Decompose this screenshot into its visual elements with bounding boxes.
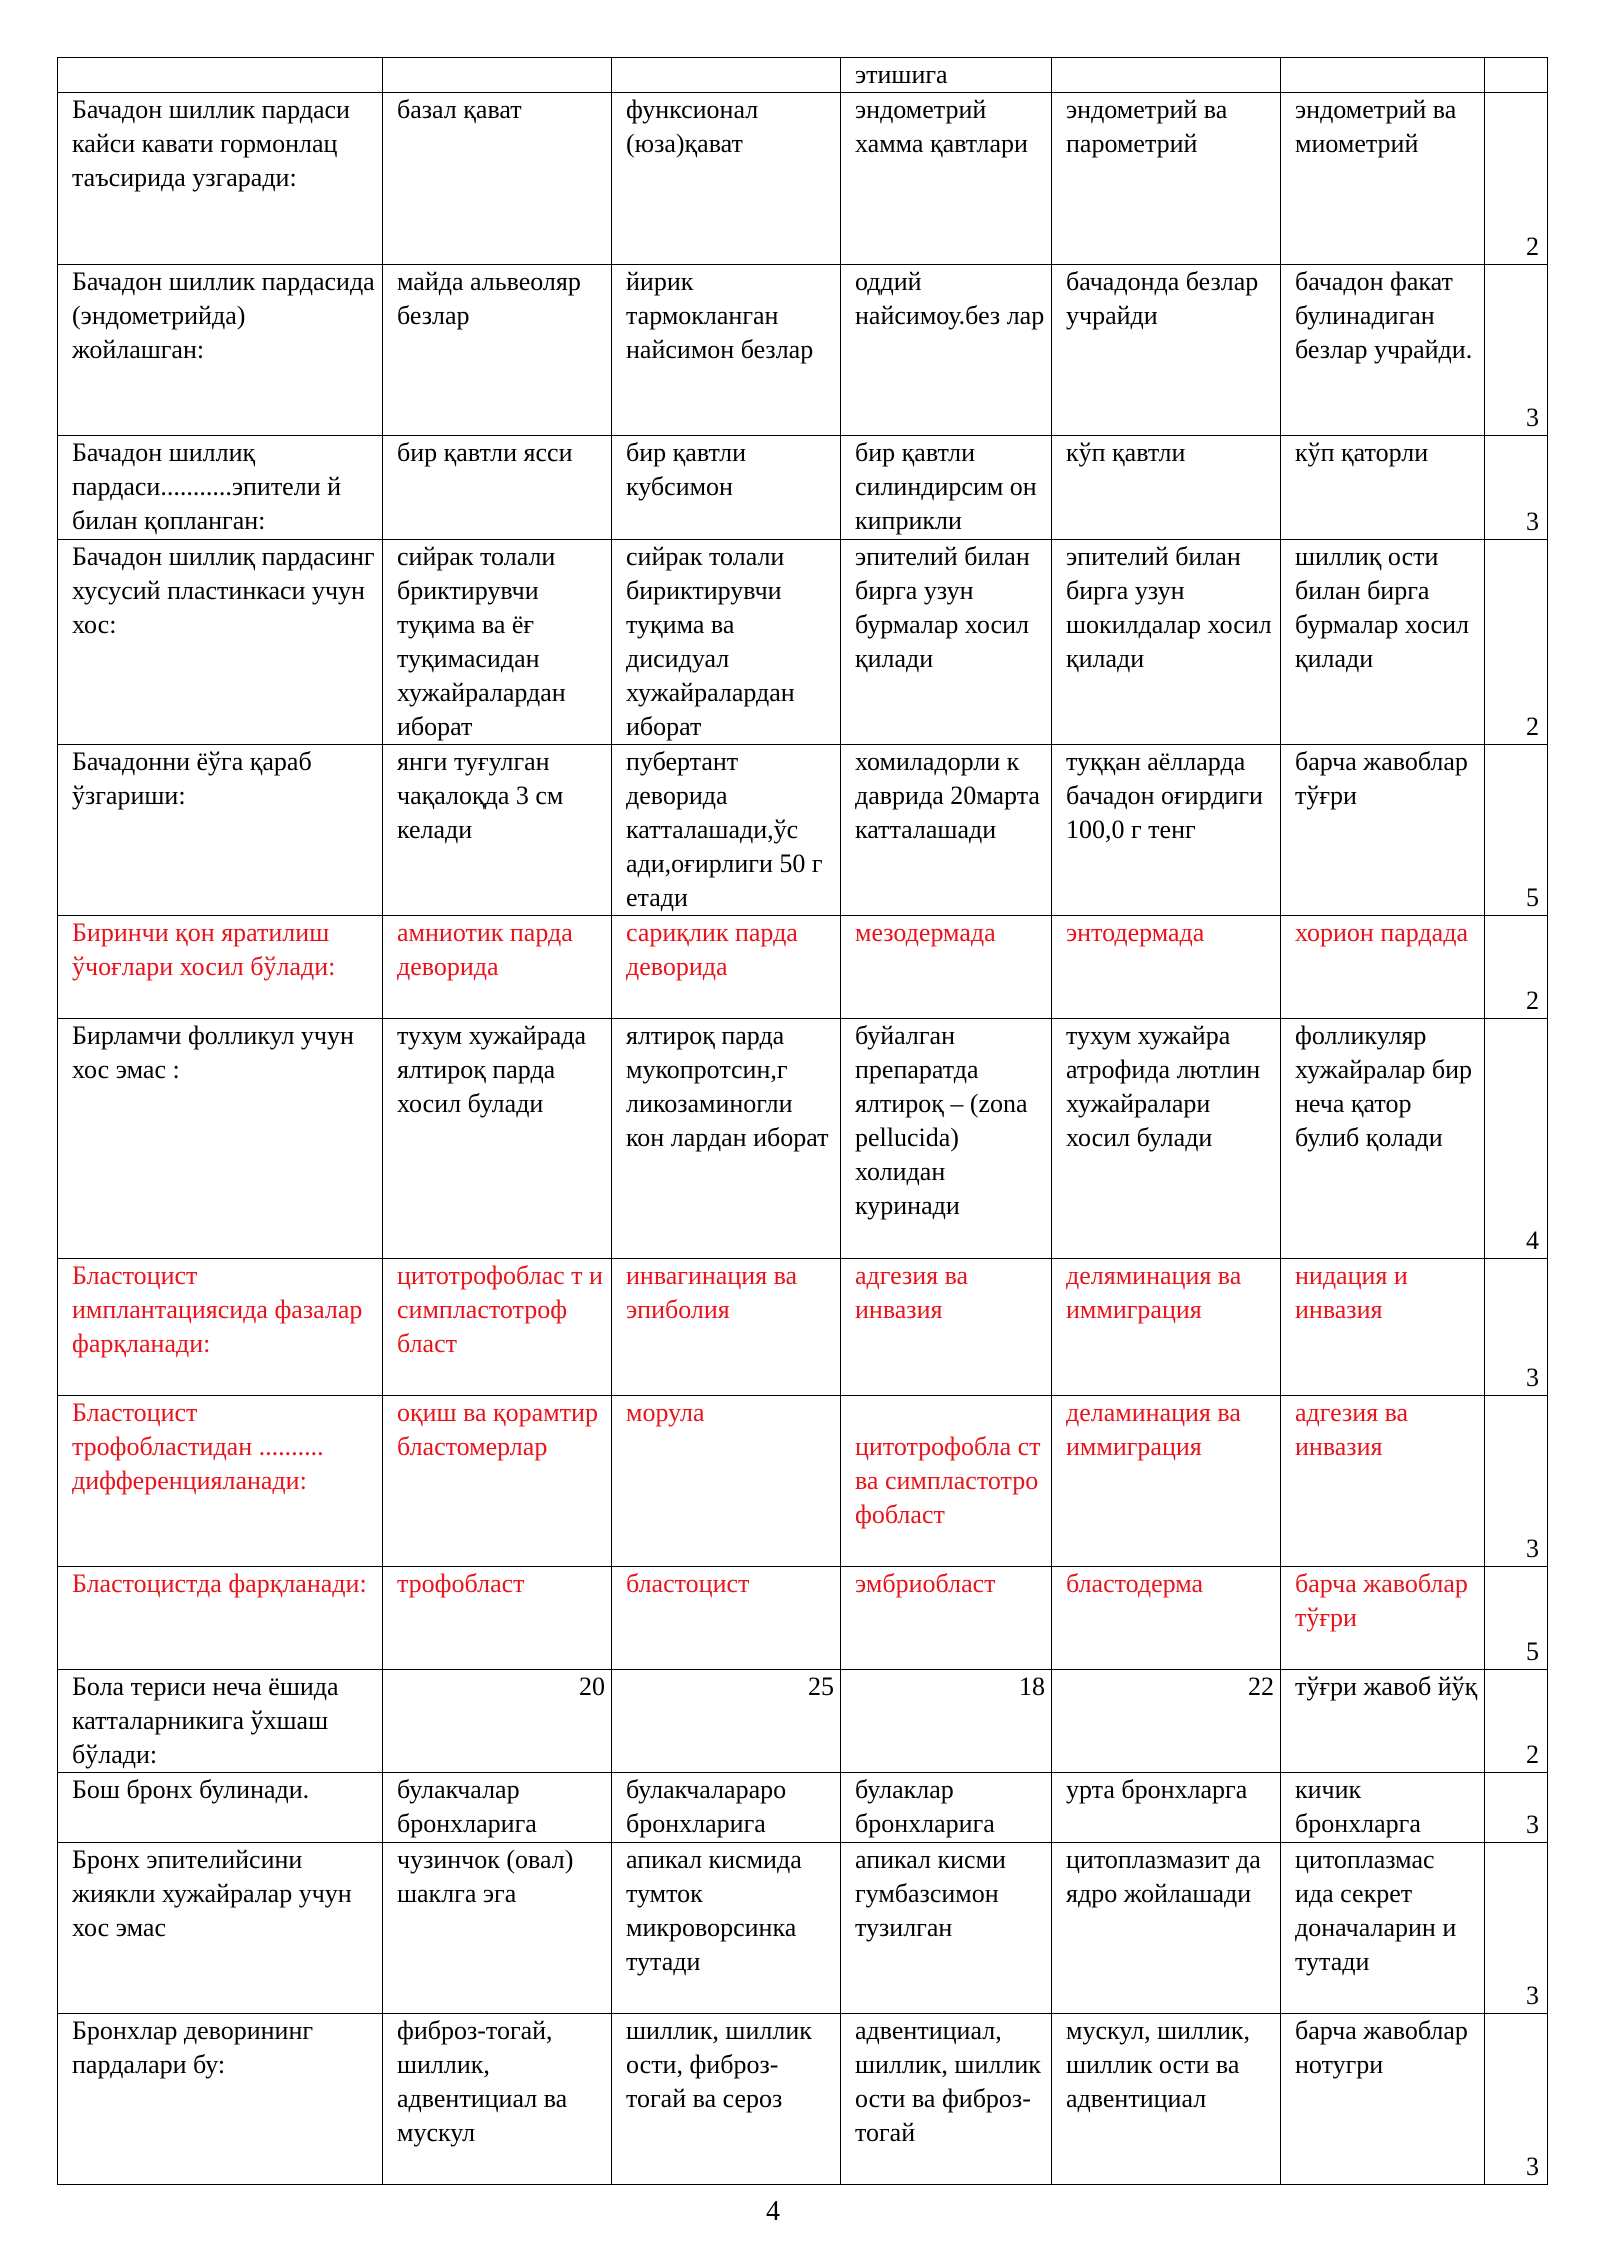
score-cell: 3	[1485, 265, 1548, 436]
table-row	[58, 265, 1548, 436]
table-row	[58, 1259, 1548, 1396]
table-row	[58, 1567, 1548, 1670]
question-cell: Бирламчи фолликул учун хос эмас :	[58, 1019, 383, 1259]
option-e-cell: барча жавоблар нотугри	[1281, 2014, 1485, 2185]
option-b-cell: шиллик, шиллик ости, фиброз-тогай ва сероз	[612, 2014, 841, 2185]
option-b-cell: йирик тармокланган найсимон безлар	[612, 265, 841, 436]
option-c-cell: эмбриобласт	[841, 1567, 1052, 1670]
option-a-cell: булакчалар бронхларига	[383, 1773, 612, 1843]
score-cell: 3	[1485, 436, 1548, 540]
option-b-cell: апикал кисмида тумток микроворсинка тутади	[612, 1843, 841, 2014]
question-cell: Бачадон шиллиқ пардаси...........эпители й билан қопланган:	[58, 436, 383, 540]
option-c-cell: буйалган препаратда ялтироқ – (zona pellucida) холидан куринади	[841, 1019, 1052, 1259]
question-cell: Бластоцист трофобластидан .......... дифференцияланади:	[58, 1396, 383, 1567]
option-a-cell: майда альвеоляр безлар	[383, 265, 612, 436]
table-row	[58, 540, 1548, 745]
question-cell: Бачадон шиллиқ пардасинг хусусий пластинкаси учун хос:	[58, 540, 383, 745]
option-e-cell: барча жавоблар тўғри	[1281, 745, 1485, 916]
option-b-cell: булакчалараро бронхларига	[612, 1773, 841, 1843]
table-row	[58, 58, 1548, 93]
option-d-cell	[1052, 58, 1281, 93]
table-row	[58, 1670, 1548, 1773]
option-c-cell: эпителий билан бирга узун бурмалар хосил қилади	[841, 540, 1052, 745]
option-e-cell: адгезия ва инвазия	[1281, 1396, 1485, 1567]
option-a-cell: сийрак толали бриктирувчи туқима ва ёғ туқимасидан хужайралардан иборат	[383, 540, 612, 745]
score-cell: 2	[1485, 93, 1548, 265]
table-row	[58, 1843, 1548, 2014]
option-c-cell: булаклар бронхларига	[841, 1773, 1052, 1843]
option-b-cell: функсионал (юза)қават	[612, 93, 841, 265]
table-row	[58, 1773, 1548, 1843]
option-a-cell: оқиш ва қорамтир бластомерлар	[383, 1396, 612, 1567]
option-c-cell: оддий найсимоу.без лар	[841, 265, 1052, 436]
option-e-cell: кўп қаторли	[1281, 436, 1485, 540]
option-b-cell: бир қавтли кубсимон	[612, 436, 841, 540]
option-c-cell: мезодермада	[841, 916, 1052, 1019]
option-d-cell: тухум хужайра атрофида лютлин хужайралари хосил булади	[1052, 1019, 1281, 1259]
question-cell: Бластоцистда фарқланади:	[58, 1567, 383, 1670]
option-e-cell: барча жавоблар тўғри	[1281, 1567, 1485, 1670]
option-d-cell: кўп қавтли	[1052, 436, 1281, 540]
option-a-cell: 20	[383, 1670, 612, 1773]
option-d-cell: туққан аёлларда бачадон оғирдиги 100,0 г тенг	[1052, 745, 1281, 916]
option-a-cell: амниотик парда деворида	[383, 916, 612, 1019]
option-a-cell: чузинчок (овал) шаклга эга	[383, 1843, 612, 2014]
question-cell: Бош бронх булинади.	[58, 1773, 383, 1843]
score-cell: 3	[1485, 1843, 1548, 2014]
option-c-cell: эндометрий хамма қавтлари	[841, 93, 1052, 265]
table-row	[58, 1019, 1548, 1259]
question-cell: Бачадон шиллик пардаси кайси кавати гормонлац таъсирида узгаради:	[58, 93, 383, 265]
option-c-cell: адвентициал, шиллик, шиллик ости ва фиброз-тогай	[841, 2014, 1052, 2185]
score-cell: 5	[1485, 745, 1548, 916]
question-cell: Бола териси неча ёшида катталарникига ўхшаш бўлади:	[58, 1670, 383, 1773]
option-b-cell	[612, 58, 841, 93]
option-d-cell: эндометрий ва парометрий	[1052, 93, 1281, 265]
option-e-cell: эндометрий ва миометрий	[1281, 93, 1485, 265]
score-cell: 3	[1485, 1773, 1548, 1843]
score-cell: 4	[1485, 1019, 1548, 1259]
question-cell: Бачадон шиллик пардасида (эндометрийда) жойлашган:	[58, 265, 383, 436]
table-row	[58, 1396, 1548, 1567]
page-number: 4	[766, 2196, 780, 2227]
option-d-cell: урта бронхларга	[1052, 1773, 1281, 1843]
option-a-cell: трофобласт	[383, 1567, 612, 1670]
option-a-cell	[383, 58, 612, 93]
option-b-cell: инвагинация ва эпиболия	[612, 1259, 841, 1396]
question-cell: Бронх эпителийсини жиякли хужайралар учун хос эмас	[58, 1843, 383, 2014]
question-cell: Бронхлар деворининг пардалари бу:	[58, 2014, 383, 2185]
option-a-cell: янги туғулган чақалоқда 3 см келади	[383, 745, 612, 916]
option-e-cell: хорион пардада	[1281, 916, 1485, 1019]
option-c-cell: 18	[841, 1670, 1052, 1773]
score-cell: 2	[1485, 1670, 1548, 1773]
table-row	[58, 2014, 1548, 2185]
score-cell: 2	[1485, 916, 1548, 1019]
option-e-cell: шиллиқ ости билан бирга бурмалар хосил қилади	[1281, 540, 1485, 745]
option-d-cell: мускул, шиллик, шиллик ости ва адвентициал	[1052, 2014, 1281, 2185]
option-a-cell: тухум хужайрада ялтироқ парда хосил булади	[383, 1019, 612, 1259]
option-e-cell: бачадон факат булинадиган безлар учрайди.	[1281, 265, 1485, 436]
table-row	[58, 436, 1548, 540]
option-b-cell: ялтироқ парда мукопротсин,г ликозаминогли кон лардан иборат	[612, 1019, 841, 1259]
score-cell: 5	[1485, 1567, 1548, 1670]
option-b-cell: пубертант деворида катталашади,ўс ади,оғирлиги 50 г етади	[612, 745, 841, 916]
score-cell: 3	[1485, 2014, 1548, 2185]
table-row	[58, 745, 1548, 916]
score-cell: 3	[1485, 1259, 1548, 1396]
option-d-cell: деляминация ва иммиграция	[1052, 1259, 1281, 1396]
option-e-cell: кичик бронхларга	[1281, 1773, 1485, 1843]
option-d-cell: 22	[1052, 1670, 1281, 1773]
score-cell	[1485, 58, 1548, 93]
option-c-cell: хомиладорли к даврида 20марта катталашади	[841, 745, 1052, 916]
option-a-cell: фиброз-тогай, шиллик, адвентициал ва мускул	[383, 2014, 612, 2185]
question-cell	[58, 58, 383, 93]
table-row	[58, 93, 1548, 265]
option-d-cell: энтодермада	[1052, 916, 1281, 1019]
option-e-cell	[1281, 58, 1485, 93]
option-d-cell: бачадонда безлар учрайди	[1052, 265, 1281, 436]
option-d-cell: деламинация ва иммиграция	[1052, 1396, 1281, 1567]
table-row	[58, 916, 1548, 1019]
option-e-cell: фолликуляр хужайралар бир неча қатор булиб қолади	[1281, 1019, 1485, 1259]
option-b-cell: сариқлик парда деворида	[612, 916, 841, 1019]
option-b-cell: сийрак толали бириктирувчи туқима ва дисидуал хужайралардан иборат	[612, 540, 841, 745]
option-c-cell: бир қавтли силиндирсим он киприкли	[841, 436, 1052, 540]
score-cell: 2	[1485, 540, 1548, 745]
option-a-cell: цитотрофоблас т и симпластотроф бласт	[383, 1259, 612, 1396]
question-cell: Бластоцист имплантациясида фазалар фарқланади:	[58, 1259, 383, 1396]
option-d-cell: бластодерма	[1052, 1567, 1281, 1670]
question-cell: Бачадонни ёўга қараб ўзгариши:	[58, 745, 383, 916]
option-d-cell: цитоплазмазит да ядро жойлашади	[1052, 1843, 1281, 2014]
quiz-table	[57, 57, 1548, 2185]
question-cell: Биринчи қон яратилиш ўчоғлари хосил бўлади:	[58, 916, 383, 1019]
option-b-cell: 25	[612, 1670, 841, 1773]
option-a-cell: базал қават	[383, 93, 612, 265]
option-e-cell: тўғри жавоб йўқ	[1281, 1670, 1485, 1773]
option-c-cell: адгезия ва инвазия	[841, 1259, 1052, 1396]
score-cell: 3	[1485, 1396, 1548, 1567]
option-e-cell: нидация и инвазия	[1281, 1259, 1485, 1396]
option-c-cell: апикал кисми гумбазсимон тузилган	[841, 1843, 1052, 2014]
option-b-cell: бластоцист	[612, 1567, 841, 1670]
option-e-cell: цитоплазмас ида секрет доначаларин и тутади	[1281, 1843, 1485, 2014]
option-c-cell: цитотрофобла ст ва симпластотро фобласт	[841, 1396, 1052, 1567]
option-d-cell: эпителий билан бирга узун шокилдалар хосил қилади	[1052, 540, 1281, 745]
option-c-cell: этишига	[841, 58, 1052, 93]
option-a-cell: бир қавтли ясси	[383, 436, 612, 540]
option-b-cell: морула	[612, 1396, 841, 1567]
